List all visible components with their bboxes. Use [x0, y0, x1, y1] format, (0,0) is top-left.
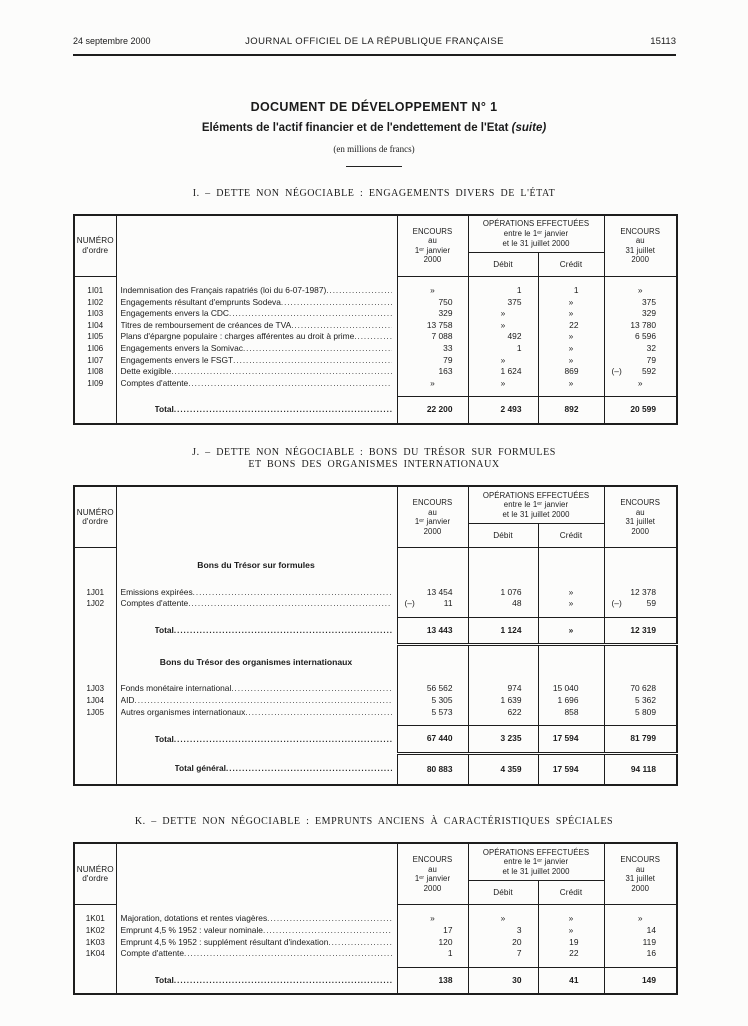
value-cell: » — [604, 277, 677, 297]
label-text: Fonds monétaire international — [120, 683, 232, 694]
row-number: 1I09 — [87, 379, 104, 388]
row-number: 1J02 — [86, 599, 105, 609]
table-row — [74, 366, 677, 378]
label-with-leader — [121, 297, 392, 309]
row-number: 1I05 — [87, 332, 104, 342]
label-text: Titres de remboursement de créances de TVA — [120, 319, 292, 330]
value-cell: 1 — [468, 277, 538, 297]
col-header-encours-juil: ENCOURS au 31 juillet 2000 — [604, 215, 677, 277]
value-cell — [468, 548, 538, 579]
label-with-leader — [121, 378, 392, 390]
value-cell: 12 378 — [604, 579, 677, 599]
row-label — [116, 905, 397, 925]
table-row — [74, 378, 677, 397]
col-header-encours-juil: ENCOURS au 31 juillet 2000 — [604, 843, 677, 905]
table-row — [74, 707, 677, 726]
value-cell: 17 — [397, 925, 468, 937]
row-label — [116, 308, 397, 320]
row-number: 1J03 — [86, 684, 105, 694]
row-number — [74, 967, 116, 994]
value-cell: 622 — [468, 707, 538, 726]
value-cell: 15 040 — [538, 675, 604, 695]
value-cell: 14 — [604, 925, 677, 937]
table-emprunts-anciens — [73, 842, 678, 995]
label-with-leader — [121, 331, 392, 343]
row-number — [74, 617, 116, 645]
negative-sign: (–) — [404, 598, 415, 609]
label-text: Emprunt 4,5 % 1952 : valeur nominale — [120, 924, 263, 935]
value-cell — [604, 366, 677, 378]
table-row — [74, 579, 677, 599]
value-cell: » — [538, 378, 604, 397]
document-subtitle — [0, 122, 748, 134]
row-label — [116, 366, 397, 378]
row-number: 1I03 — [87, 309, 104, 319]
header-row-1 — [74, 215, 677, 253]
value-cell: » — [538, 617, 604, 645]
label-text: Comptes d'attente — [120, 598, 189, 609]
label-text: Total — [154, 974, 174, 985]
col-header-numero-line2: d'ordre — [82, 517, 109, 527]
row-number: 1J04 — [86, 696, 105, 705]
value-cell: 13 780 — [604, 320, 677, 332]
row-number: 1K02 — [85, 925, 105, 935]
value-cell: 492 — [468, 331, 538, 343]
value-cell: 138 — [397, 967, 468, 994]
row-number: 1K04 — [85, 949, 105, 959]
value-cell: 329 — [604, 308, 677, 320]
col-header-numero — [74, 486, 116, 548]
col-header-numero-line2: d'ordre — [82, 874, 109, 884]
value-cell: 94 118 — [604, 753, 677, 785]
label-text: Total — [154, 404, 174, 415]
col-header-designation — [116, 843, 397, 905]
value-cell: 70 628 — [604, 675, 677, 695]
label-with-leader — [155, 734, 392, 746]
value-cell: 80 883 — [397, 753, 468, 785]
table-body — [74, 905, 677, 994]
label-text: Indemnisation des Français rapatriés (loi du 6-07-1987) — [120, 284, 327, 295]
section-emprunts-anciens — [0, 816, 748, 995]
col-header-designation — [116, 215, 397, 277]
row-number: 1I06 — [87, 343, 104, 353]
row-label — [116, 297, 397, 309]
col-header-numero-line2: d'ordre — [82, 245, 109, 255]
masthead — [73, 36, 676, 47]
row-number — [74, 548, 116, 579]
group-header-row — [74, 645, 677, 676]
negative-number: 592 — [642, 366, 656, 377]
value-cell: 13 758 — [397, 320, 468, 332]
header-row-1 — [74, 843, 677, 881]
value-cell: » — [538, 331, 604, 343]
value-cell: 869 — [538, 366, 604, 378]
row-number — [74, 753, 116, 785]
value-cell: 163 — [397, 366, 468, 378]
value-cell: 1 — [397, 948, 468, 967]
row-number: 1I04 — [87, 320, 104, 330]
table-header — [74, 843, 677, 905]
label-with-leader — [121, 913, 392, 925]
label-with-leader — [155, 625, 392, 637]
section-engagements-divers — [0, 188, 748, 425]
label-with-leader — [121, 937, 392, 949]
value-cell: 56 562 — [397, 675, 468, 695]
label-text: Engagements envers le FSGT — [120, 354, 234, 365]
col-header-encours-juil: ENCOURS au 31 juillet 2000 — [604, 486, 677, 548]
journal-title: JOURNAL OFFICIEL DE LA RÉPUBLIQUE FRANÇAISE — [245, 36, 504, 47]
page-number: 15113 — [650, 36, 676, 47]
negative-sign: (–) — [611, 366, 622, 377]
label-with-leader — [175, 763, 392, 775]
table-row — [74, 343, 677, 355]
value-cell: 41 — [538, 967, 604, 994]
value-cell: 22 — [538, 320, 604, 332]
value-cell: » — [468, 355, 538, 367]
value-cell: 16 — [604, 948, 677, 967]
col-header-numero — [74, 843, 116, 905]
col-header-credit: Crédit — [538, 253, 604, 277]
row-label — [116, 925, 397, 937]
negative-value — [398, 598, 453, 610]
label-with-leader — [121, 925, 392, 937]
row-label — [116, 397, 397, 424]
masthead-rule — [73, 54, 676, 56]
col-header-debit: Débit — [468, 524, 538, 548]
value-cell: 1 696 — [538, 695, 604, 707]
issue-date: 24 septembre 2000 — [73, 36, 151, 46]
value-cell: 1 639 — [468, 695, 538, 707]
table-body — [74, 548, 677, 785]
label-text: Total — [154, 625, 174, 636]
table-row — [74, 598, 677, 617]
value-cell: 20 — [468, 937, 538, 949]
row-label — [116, 707, 397, 726]
label-with-leader — [121, 707, 392, 719]
row-label — [116, 343, 397, 355]
col-header-operations: OPÉRATIONS EFFECTUÉES entre le 1ᵉʳ janvier et le 31 juillet 2000 — [468, 486, 604, 524]
value-cell — [397, 645, 468, 676]
negative-number: 59 — [646, 598, 656, 609]
value-cell: 20 599 — [604, 397, 677, 424]
table-row — [74, 355, 677, 367]
row-label — [116, 937, 397, 949]
row-number: 1K03 — [85, 937, 105, 947]
label-text: Autres organismes internationaux — [120, 706, 246, 717]
label-text: Emissions expirées — [120, 586, 193, 597]
label-text: Compte d'attente — [120, 948, 185, 959]
table-row — [74, 695, 677, 707]
col-header-encours-jan: ENCOURS au 1ᵉʳ janvier 2000 — [397, 843, 468, 905]
ornament-rule — [346, 166, 402, 167]
value-cell: 1 624 — [468, 366, 538, 378]
value-cell — [604, 645, 677, 676]
value-cell: 7 088 — [397, 331, 468, 343]
value-cell: 17 594 — [538, 726, 604, 754]
row-label — [116, 753, 397, 785]
value-cell: » — [397, 905, 468, 925]
value-cell: » — [604, 378, 677, 397]
value-cell — [397, 598, 468, 617]
journal-page — [0, 36, 748, 1026]
row-label — [116, 948, 397, 967]
label-text: Comptes d'attente — [120, 378, 189, 388]
col-header-numero — [74, 215, 116, 277]
row-number: 1I01 — [87, 286, 104, 295]
value-cell: 30 — [468, 967, 538, 994]
negative-value — [605, 598, 657, 610]
value-cell: » — [538, 355, 604, 367]
value-cell: » — [468, 308, 538, 320]
label-with-leader — [121, 355, 392, 367]
row-label — [116, 617, 397, 645]
value-cell: » — [538, 905, 604, 925]
label-text: AID — [120, 695, 135, 705]
value-cell: 5 809 — [604, 707, 677, 726]
value-cell: 2 493 — [468, 397, 538, 424]
value-cell — [397, 548, 468, 579]
document-subtitle-suffix: (suite) — [511, 122, 547, 134]
table-row — [74, 675, 677, 695]
value-cell: 375 — [468, 297, 538, 309]
row-label — [116, 277, 397, 297]
section-title-j: J. – DETTE NON NÉGOCIABLE : BONS DU TRÉSOR SUR FORMULES ET BONS DES ORGANISMES INTERNATIONAUX — [192, 446, 556, 471]
value-cell — [604, 548, 677, 579]
col-header-numero-line1: NUMÉRO — [76, 507, 114, 517]
table-row — [74, 937, 677, 949]
value-cell: » — [468, 320, 538, 332]
total-row — [74, 726, 677, 754]
row-number: 1J01 — [86, 587, 105, 597]
value-cell: » — [397, 378, 468, 397]
value-cell: » — [468, 905, 538, 925]
total-row — [74, 967, 677, 994]
row-label — [116, 967, 397, 994]
value-cell: 12 319 — [604, 617, 677, 645]
col-header-credit: Crédit — [538, 881, 604, 905]
value-cell: 81 799 — [604, 726, 677, 754]
row-number: 1I02 — [87, 297, 104, 307]
value-cell: 19 — [538, 937, 604, 949]
value-cell: 22 200 — [397, 397, 468, 424]
total-row — [74, 753, 677, 785]
table-row — [74, 331, 677, 343]
table-engagements-divers — [73, 214, 678, 425]
group-heading: Bons du Trésor des organismes internationaux — [159, 656, 353, 667]
value-cell: 13 454 — [397, 579, 468, 599]
row-label — [116, 320, 397, 332]
value-cell — [604, 598, 677, 617]
table-row — [74, 297, 677, 309]
value-cell: » — [397, 277, 468, 297]
group-header-row — [74, 548, 677, 579]
table-bons-tresor — [73, 485, 678, 786]
row-number — [74, 726, 116, 754]
value-cell: 79 — [397, 355, 468, 367]
row-label — [116, 645, 397, 676]
col-header-debit: Débit — [468, 253, 538, 277]
row-label — [116, 726, 397, 754]
value-cell: 6 596 — [604, 331, 677, 343]
row-label — [116, 675, 397, 695]
col-header-numero-line1: NUMÉRO — [76, 864, 114, 874]
value-cell: 33 — [397, 343, 468, 355]
negative-sign: (–) — [611, 598, 622, 609]
section-bons-tresor — [0, 447, 748, 786]
row-label — [116, 695, 397, 707]
label-text: Majoration, dotations et rentes viagères — [120, 913, 268, 924]
label-with-leader — [121, 948, 392, 960]
row-label — [116, 579, 397, 599]
row-label — [116, 378, 397, 397]
section-title-k: K. – DETTE NON NÉGOCIABLE : EMPRUNTS ANCIENS À CARACTÉRISTIQUES SPÉCIALES — [134, 816, 614, 828]
value-cell: 4 359 — [468, 753, 538, 785]
label-text: Dette exigible — [120, 366, 172, 377]
value-cell: 1 124 — [468, 617, 538, 645]
col-header-numero-line1: NUMÉRO — [76, 236, 114, 246]
col-header-operations: OPÉRATIONS EFFECTUÉES entre le 1ᵉʳ janvier et le 31 juillet 2000 — [468, 843, 604, 881]
value-cell: 17 594 — [538, 753, 604, 785]
group-heading: Bons du Trésor sur formules — [197, 559, 315, 570]
label-text: Engagements résultant d'emprunts Sodeva — [120, 296, 281, 307]
row-label — [116, 598, 397, 617]
label-text: Engagements envers la CDC — [120, 308, 229, 319]
value-cell: 1 076 — [468, 579, 538, 599]
value-cell: » — [538, 579, 604, 599]
total-row — [74, 617, 677, 645]
value-cell: 974 — [468, 675, 538, 695]
table-body — [74, 277, 677, 424]
label-with-leader — [121, 308, 392, 320]
value-cell: 750 — [397, 297, 468, 309]
label-text: Total général — [174, 763, 227, 774]
col-header-debit: Débit — [468, 881, 538, 905]
label-with-leader — [121, 695, 392, 707]
label-with-leader — [121, 320, 392, 332]
row-number — [74, 645, 116, 676]
col-header-designation — [116, 486, 397, 548]
value-cell: 3 — [468, 925, 538, 937]
label-with-leader — [121, 343, 392, 355]
label-with-leader — [121, 683, 392, 695]
row-label — [116, 548, 397, 579]
value-cell: 22 — [538, 948, 604, 967]
label-text: Total — [154, 733, 174, 744]
value-cell: 67 440 — [397, 726, 468, 754]
value-cell: » — [538, 308, 604, 320]
title-block — [0, 100, 748, 167]
table-row — [74, 320, 677, 332]
col-header-encours-jan: ENCOURS au 1ᵉʳ janvier 2000 — [397, 486, 468, 548]
row-number: 1I07 — [87, 355, 104, 365]
value-cell: 858 — [538, 707, 604, 726]
table-row — [74, 925, 677, 937]
table-row — [74, 277, 677, 297]
row-label — [116, 331, 397, 343]
value-cell: 149 — [604, 967, 677, 994]
value-cell — [538, 645, 604, 676]
row-label — [116, 355, 397, 367]
label-text: Emprunt 4,5 % 1952 : supplément résultant d'indexation — [120, 936, 329, 947]
table-header — [74, 215, 677, 277]
value-cell: 32 — [604, 343, 677, 355]
header-row-1 — [74, 486, 677, 524]
value-cell: 1 — [468, 343, 538, 355]
label-with-leader — [155, 975, 392, 987]
value-cell: » — [604, 905, 677, 925]
row-number: 1K01 — [85, 914, 105, 924]
value-cell — [538, 548, 604, 579]
table-row — [74, 905, 677, 925]
value-cell: » — [538, 925, 604, 937]
total-row — [74, 397, 677, 424]
value-cell: 13 443 — [397, 617, 468, 645]
value-cell: 892 — [538, 397, 604, 424]
negative-number: 11 — [443, 598, 453, 609]
document-title: DOCUMENT DE DÉVELOPPEMENT N° 1 — [250, 100, 498, 114]
document-subtitle-text: Eléments de l'actif financier et de l'endettement de l'Etat — [201, 122, 509, 134]
table-row — [74, 948, 677, 967]
row-number: 1J05 — [86, 707, 105, 717]
value-cell: 1 — [538, 277, 604, 297]
value-cell: » — [538, 598, 604, 617]
value-cell — [468, 645, 538, 676]
table-row — [74, 308, 677, 320]
label-with-leader — [121, 366, 392, 378]
value-cell: 5 305 — [397, 695, 468, 707]
label-with-leader — [121, 598, 392, 610]
value-cell: 375 — [604, 297, 677, 309]
label-with-leader — [121, 587, 392, 599]
value-cell: » — [538, 297, 604, 309]
value-cell: » — [468, 378, 538, 397]
value-cell: 7 — [468, 948, 538, 967]
negative-value — [605, 366, 657, 378]
col-header-encours-jan: ENCOURS au 1ᵉʳ janvier 2000 — [397, 215, 468, 277]
label-text: Plans d'épargne populaire : charges afférentes au droit à prime — [120, 331, 355, 342]
table-header — [74, 486, 677, 548]
value-cell: 5 573 — [397, 707, 468, 726]
unit-note: (en millions de francs) — [333, 144, 415, 154]
section-title-i: I. – DETTE NON NÉGOCIABLE : ENGAGEMENTS DIVERS DE L'ÉTAT — [192, 188, 556, 199]
label-with-leader — [155, 404, 392, 416]
value-cell: 79 — [604, 355, 677, 367]
value-cell: 5 362 — [604, 695, 677, 707]
value-cell: 3 235 — [468, 726, 538, 754]
value-cell: 119 — [604, 937, 677, 949]
value-cell: 120 — [397, 937, 468, 949]
value-cell: » — [538, 343, 604, 355]
row-number: 1I08 — [87, 367, 104, 377]
label-text: Engagements envers la Somivac — [120, 342, 243, 353]
value-cell: 48 — [468, 598, 538, 617]
col-header-credit: Crédit — [538, 524, 604, 548]
value-cell: 329 — [397, 308, 468, 320]
label-with-leader — [121, 285, 392, 297]
row-number — [74, 397, 116, 424]
col-header-operations: OPÉRATIONS EFFECTUÉES entre le 1ᵉʳ janvier et le 31 juillet 2000 — [468, 215, 604, 253]
